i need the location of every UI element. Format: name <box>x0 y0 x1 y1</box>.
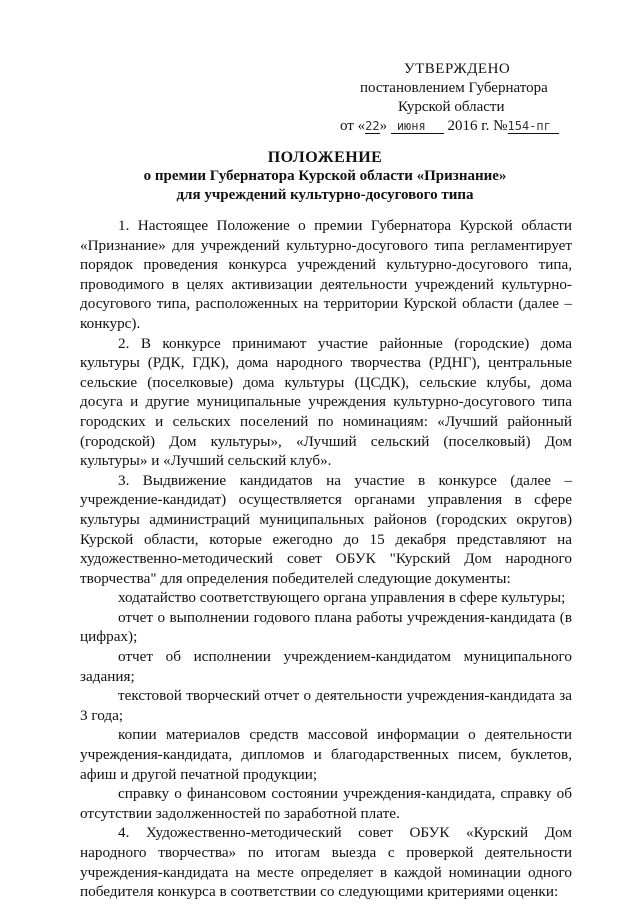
title-subtitle-line2: для учреждений культурно-досугового типа <box>176 187 474 203</box>
document-title <box>60 148 590 205</box>
approval-line-region: Курской области <box>398 99 505 115</box>
approval-decree-number: 154-пг <box>508 119 559 134</box>
paragraph-2: 2. В конкурсе принимают участие районные (городские) дома культуры (РДК, ГДК), дома народного творчества (РДНГ), центральные сельские (поселковые) дома культуры (ЦСДК), сельские клубы, дома досуга и другие муниципальные учреждения культурно-досугового типа городских и сельских поселений по номинациям: «Лучший районный (городской) Дом культуры», «Лучший сельский (поселковый) Дом культуры» и «Лучший сельский клуб». <box>80 334 572 470</box>
document-item-municipal-task-report: отчет об исполнении учреждением-кандидатом муниципального задания; <box>80 648 572 685</box>
document-item-creative-report: текстовой творческий отчет о деятельности учреждения-кандидата за 3 года; <box>80 687 572 724</box>
document-body <box>80 216 572 902</box>
paragraph-4: 4. Художественно-методический совет ОБУК «Курский Дом народного творчества» по итогам выезда с проверкой деятельности учреждения-кандидата на месте определяет в каждой номинации одного победителя конкурса в соответствии со следующими критериями оценки: <box>80 824 572 901</box>
title-subtitle-line1: о премии Губернатора Курской области «Признание» <box>143 168 507 184</box>
document-item-annual-plan-report: отчет о выполнении годового плана работы учреждения-кандидата (в цифрах); <box>80 608 572 646</box>
approval-date-close: » <box>379 118 388 134</box>
approval-date-line <box>330 117 600 136</box>
approval-line-decree: постановлением Губернатора <box>360 80 548 96</box>
approval-date-day: 22 <box>365 119 380 133</box>
approval-heading: УТВЕРЖДЕНО <box>404 61 511 77</box>
document-item-petition: ходатайство соответствующего органа управления в сфере культуры; <box>118 589 566 607</box>
approval-date-month: июня <box>391 119 444 134</box>
paragraph-1: 1. Настоящее Положение о премии Губернатора Курской области «Признание» для учреждений культурно-досугового типа регламентирует порядок проведения конкурса учреждений культурно-досугового типа, проводимого в целях активизации деятельности учреждений культурно-досугового типа, расположенных на территории Курской области (далее – конкурс). <box>80 217 572 332</box>
title-main: ПОЛОЖЕНИЕ <box>267 149 383 166</box>
document-item-media-copies: копии материалов средств массовой информации о деятельности учреждения-кандидата, дипломов и благодарственных писем, буклетов, афиш и другой печатной продукции; <box>80 726 572 783</box>
paragraph-3: 3. Выдвижение кандидатов на участие в конкурсе (далее – учреждение-кандидат) осуществляется органами управления в сфере культуры администраций муниципальных районов (городских округов) Курской области, которые ежегодно до 15 декабря представляют на художественно-методический совет ОБУК "Курский Дом народного творчества" для определения победителей следующие документы: <box>80 471 572 587</box>
approval-stamp <box>330 60 600 136</box>
document-item-financial-certificate: справку о финансовом состоянии учреждения-кандидата, справку об отсутствии задолженностей по заработной плате. <box>80 785 572 822</box>
approval-date-year: 2016 г. № <box>447 118 508 134</box>
approval-date-prefix: от « <box>340 118 366 134</box>
